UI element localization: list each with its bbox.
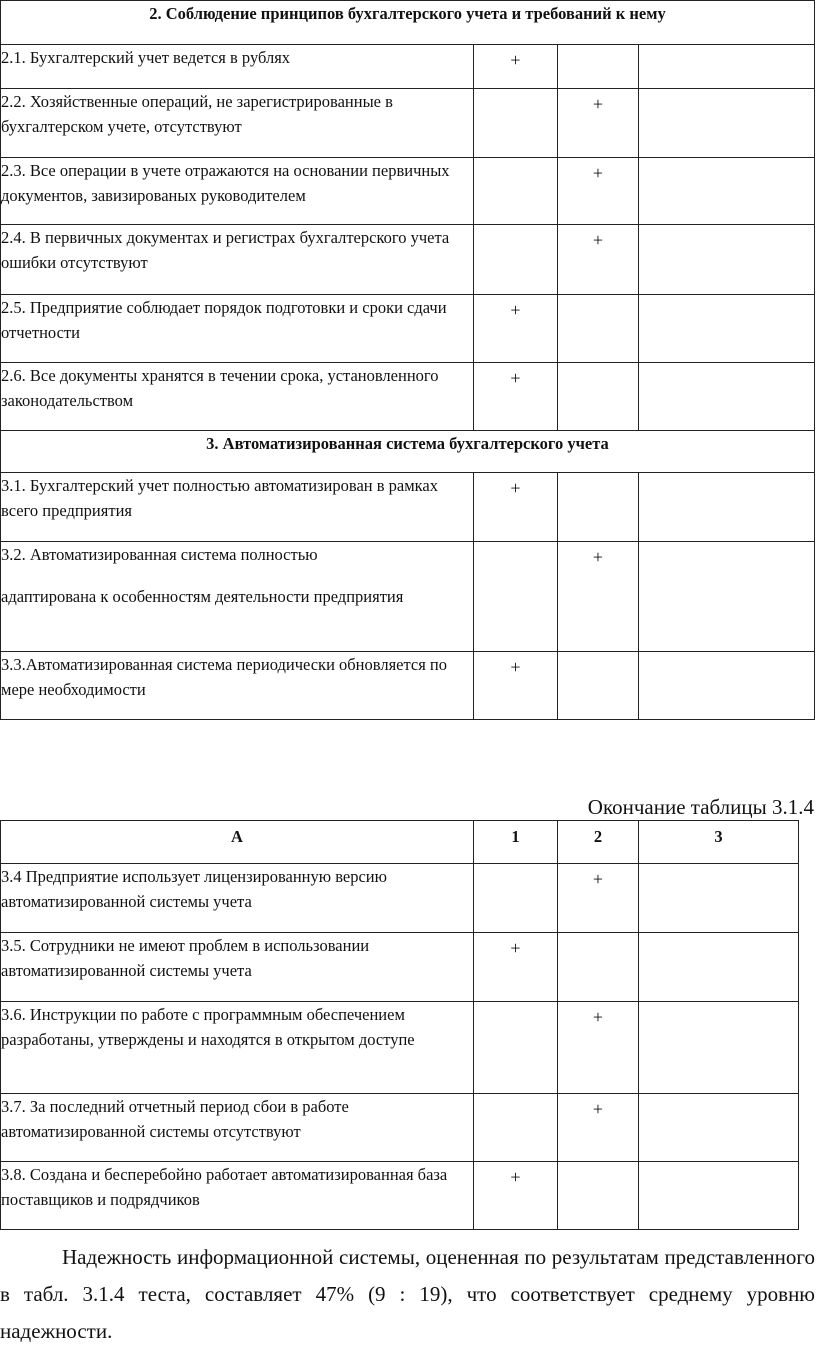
row-3-4-col1 [474,864,558,933]
row-3-2-col2: + [558,542,639,652]
row-2-4-col2: + [558,225,639,295]
row-3-2-col3 [639,542,815,652]
row-3-6-col1 [474,1002,558,1094]
row-3-6-text: 3.6. Инструкции по работе с программным обеспечением разработаны, утверждены и находятся в открытом доступе [1,1002,474,1094]
row-3-8-text: 3.8. Создана и бесперебойно работает автоматизированная база поставщиков и подрядчиков [1,1162,474,1230]
row-3-4-text: 3.4 Предприятие использует лицензированную версию автоматизированной системы учета [1,864,474,933]
row-3-8-col3 [639,1162,799,1230]
row-3-6-col2: + [558,1002,639,1094]
checklist-table-part2 [0,820,799,1230]
row-2-1-text: 2.1. Бухгалтерский учет ведется в рублях [1,45,474,89]
row-3-3-text: 3.3.Автоматизированная система периодически обновляется по мере необходимости [1,652,474,720]
row-2-2-col3 [639,89,815,158]
row-2-6-text: 2.6. Все документы хранятся в течении срока, установленного законодательством [1,363,474,431]
row-2-2-col2: + [558,89,639,158]
row-3-2-text [1,542,474,652]
row-2-2-col1 [474,89,558,158]
row-3-3-col1: + [474,652,558,720]
table-continuation-caption: Окончание таблицы 3.1.4 [587,795,814,819]
row-2-4-col3 [639,225,815,295]
row-3-5-text: 3.5. Сотрудники не имеют проблем в использовании автоматизированной системы учета [1,933,474,1002]
row-3-6-col3 [639,1002,799,1094]
row-2-3-text: 2.3. Все операции в учете отражаются на основании первичных документов, завизированых руководителем [1,158,474,225]
row-3-1-col3 [639,473,815,542]
row-3-2-line2: адаптирована к особенностям деятельности предприятия [1,587,404,606]
row-3-3-col3 [639,652,815,720]
row-3-4-col2: + [558,864,639,933]
section-3-title: 3. Автоматизированная система бухгалтерского учета [1,431,815,473]
row-2-1-col1: + [474,45,558,89]
row-2-6-col3 [639,363,815,431]
row-3-7-text: 3.7. За последний отчетный период сбои в работе автоматизированной системы отсутствуют [1,1094,474,1162]
row-2-5-col2 [558,295,639,363]
row-3-1-col1: + [474,473,558,542]
row-3-5-col3 [639,933,799,1002]
header-col-3: 3 [639,821,799,864]
section-2-title: 2. Соблюдение принципов бухгалтерского учета и требований к нему [1,1,815,45]
row-3-7-col3 [639,1094,799,1162]
row-2-2-text: 2.2. Хозяйственные операций, не зарегистрированные в бухгалтерском учете, отсутствуют [1,89,474,158]
row-3-8-col1: + [474,1162,558,1230]
row-2-5-col3 [639,295,815,363]
row-3-8-col2 [558,1162,639,1230]
row-3-5-col2 [558,933,639,1002]
row-2-4-text: 2.4. В первичных документах и регистрах бухгалтерского учета ошибки отсутствуют [1,225,474,295]
row-2-4-col1 [474,225,558,295]
row-2-3-col3 [639,158,815,225]
row-3-7-col1 [474,1094,558,1162]
row-2-6-col1: + [474,363,558,431]
header-col-1: 1 [474,821,558,864]
conclusion-paragraph: Надежность информационной системы, оцененная по результатам представленного в табл. 3.1.4 теста, составляет 47% (9 : 19), что соответствует среднему уровню надежности. [0,1245,815,1343]
row-3-1-col2 [558,473,639,542]
row-2-6-col2 [558,363,639,431]
row-2-3-col1 [474,158,558,225]
row-2-5-col1: + [474,295,558,363]
row-3-3-col2 [558,652,639,720]
row-3-2-line1: 3.2. Автоматизированная система полностью [1,545,318,564]
row-3-4-col3 [639,864,799,933]
row-2-1-col3 [639,45,815,89]
row-2-1-col2 [558,45,639,89]
row-2-5-text: 2.5. Предприятие соблюдает порядок подготовки и сроки сдачи отчетности [1,295,474,363]
row-3-1-text: 3.1. Бухгалтерский учет полностью автоматизирован в рамках всего предприятия [1,473,474,542]
row-3-7-col2: + [558,1094,639,1162]
header-col-2: 2 [558,821,639,864]
row-3-2-col1 [474,542,558,652]
header-col-a: А [1,821,474,864]
row-2-3-col2: + [558,158,639,225]
row-3-5-col1: + [474,933,558,1002]
